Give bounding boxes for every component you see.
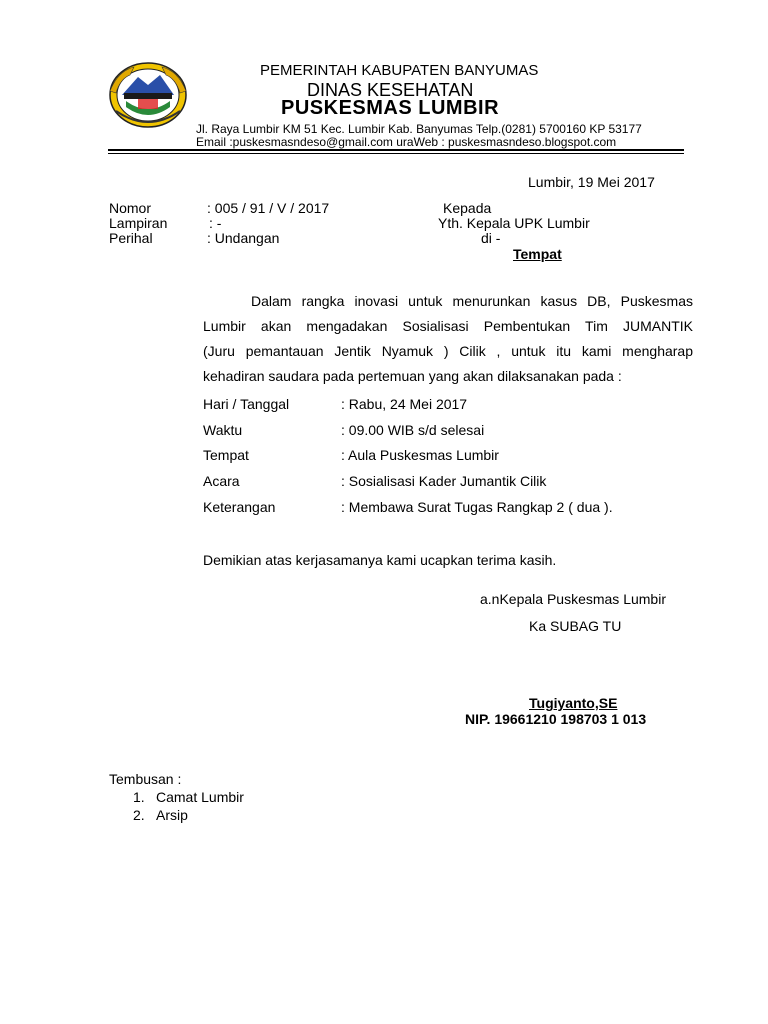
banyumas-crest-icon <box>108 61 188 129</box>
dept-name: DINAS KESEHATAN <box>307 80 474 100</box>
detail-label: Acara <box>203 473 240 489</box>
contact: Email :puskesmasndeso@gmail.com uraWeb : puskesmasndeso.blogspot.com <box>196 135 617 149</box>
detail-label: Keterangan <box>203 499 276 515</box>
signature-name: Tugiyanto,SE <box>529 695 618 711</box>
perihal-label: Perihal <box>109 230 153 246</box>
detail-value: : 09.00 WIB s/d selesai <box>341 422 485 438</box>
recipient-di: di - <box>481 230 501 246</box>
perihal-value: : Undangan <box>207 230 280 246</box>
header-rule-thin <box>108 153 684 154</box>
gov-name: PEMERINTAH KABUPATEN BANYUMAS <box>260 62 539 79</box>
detail-value: : Aula Puskesmas Lumbir <box>341 447 499 463</box>
detail-value: : Sosialisasi Kader Jumantik Cilik <box>341 473 547 489</box>
kepada: Kepada <box>443 200 492 216</box>
paragraph-line: (Juru pemantauan Jentik Nyamuk ) Cilik , untuk itu kami mengharap <box>203 343 693 359</box>
body-paragraph <box>203 289 693 389</box>
letter-date: Lumbir, 19 Mei 2017 <box>528 174 655 190</box>
paragraph-line: Lumbir akan mengadakan Sosialisasi Pembentukan Tim JUMANTIK <box>203 318 693 334</box>
list-item <box>133 807 188 823</box>
list-item <box>133 789 244 805</box>
cc-number: 1. <box>133 789 145 805</box>
detail-label: Hari / Tanggal <box>203 396 290 412</box>
nomor-label: Nomor <box>109 200 152 216</box>
detail-value: : Membawa Surat Tugas Rangkap 2 ( dua ). <box>341 499 613 515</box>
signature-title: Ka SUBAG TU <box>529 618 622 634</box>
lampiran-label: Lampiran <box>109 215 168 231</box>
detail-label: Waktu <box>203 422 243 438</box>
cc-heading: Tembusan : <box>109 771 182 787</box>
paragraph-line: kehadiran saudara pada pertemuan yang akan dilaksanakan pada : <box>203 368 622 384</box>
header-rule <box>108 149 684 151</box>
org-name: PUSKESMAS LUMBIR <box>281 97 500 119</box>
lampiran-value: : - <box>209 215 222 231</box>
cc-text: Camat Lumbir <box>156 789 244 805</box>
cc-number: 2. <box>133 807 145 823</box>
cc-text: Arsip <box>156 807 188 823</box>
signature-nip: NIP. 19661210 198703 1 013 <box>465 711 647 727</box>
recipient-name: Yth. Kepala UPK Lumbir <box>438 215 590 231</box>
nomor-value: : 005 / 91 / V / 2017 <box>207 200 330 216</box>
paragraph-line: Dalam rangka inovasi untuk menurunkan kasus DB, Puskesmas <box>251 293 693 309</box>
closing-text: Demikian atas kerjasamanya kami ucapkan terima kasih. <box>203 552 557 568</box>
signature-on-behalf: a.nKepala Puskesmas Lumbir <box>480 591 666 607</box>
address: Jl. Raya Lumbir KM 51 Kec. Lumbir Kab. Banyumas Telp.(0281) 5700160 KP 53177 <box>196 122 642 136</box>
recipient-place: Tempat <box>513 246 562 262</box>
detail-label: Tempat <box>203 447 249 463</box>
detail-value: : Rabu, 24 Mei 2017 <box>341 396 468 412</box>
